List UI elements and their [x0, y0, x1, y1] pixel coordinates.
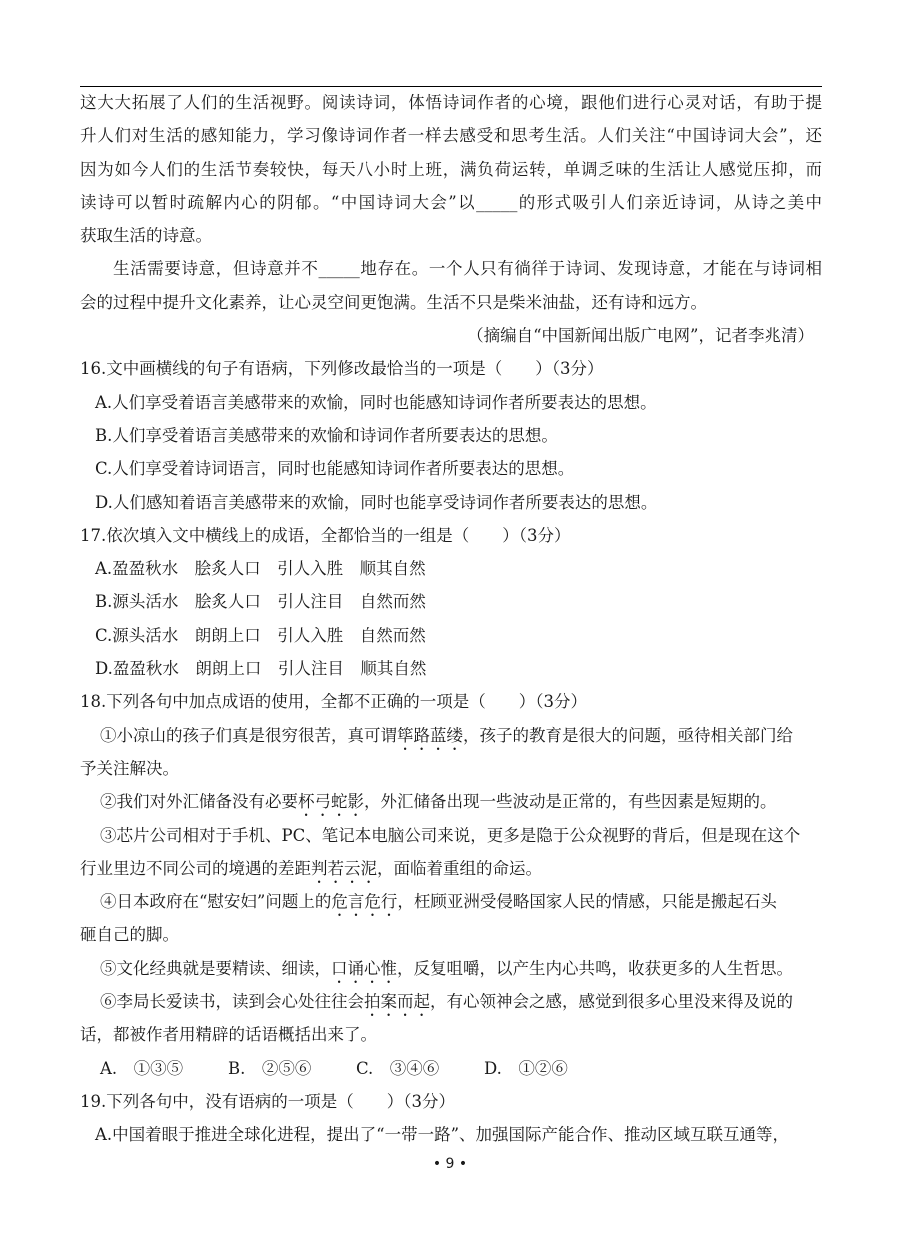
sentence-6: [80, 985, 822, 1018]
dotted-idiom: 判若云泥: [311, 858, 377, 878]
text: ⑥李局长爱读书，读到会心处往往会: [100, 992, 364, 1012]
text-line: 生活需要诗意，但诗意并不_____地存在。一个人只有徜徉于诗词、发现诗意，才能在与诗词相: [113, 259, 822, 279]
sentence-1-cont: 予关注解决。: [80, 758, 179, 778]
text: ④日本政府在“慰安妇”问题上的: [100, 892, 332, 912]
text: ，面临着重组的命运。: [377, 858, 542, 878]
source-citation: （摘编自“中国新闻出版广电网”，记者李兆清）: [467, 326, 814, 346]
option-a: A.人们享受着语言美感带来的欢愉，同时也能感知诗词作者所要表达的思想。: [95, 392, 657, 412]
text: ，外汇储备出现一些波动是正常的，有些因素是短期的。: [364, 792, 777, 812]
option-b: B.人们享受着语言美感带来的欢愉和诗词作者所要表达的思想。: [95, 425, 558, 445]
sentence-3: ③芯片公司相对于手机、PC、笔记本电脑公司来说，更多是隐于公众视野的背后，但是现在这个: [100, 825, 801, 845]
option-a: A.盈盈秋水 脍炙人口 引人入胜 顺其自然: [95, 559, 426, 579]
dotted-idiom: 口诵心惟: [331, 958, 397, 978]
option-d: D.盈盈秋水 朗朗上口 引人注目 顺其自然: [95, 659, 427, 679]
text: ，孩子的教育是很大的问题，亟待相关部门给: [463, 725, 793, 745]
question-stem: 18.下列各句中加点成语的使用，全都不正确的一项是（ ）（3分）: [80, 692, 587, 712]
question-17: [80, 519, 822, 685]
sentence-4: [80, 885, 822, 918]
text-line: 因为如今人们的生活节奏较快，每天八小时上班，满负荷运转，单调乏味的生活让人感觉压抑，而: [80, 159, 822, 179]
question-18: [80, 685, 822, 1085]
text-line: 升人们对生活的感知能力，学习像诗词作者一样去感受和思考生活。人们关注“中国诗词大会”，还: [80, 126, 822, 146]
answer-choices: [80, 1052, 822, 1085]
text-line: 获取生活的诗意。: [80, 226, 212, 246]
sentence-2: [80, 785, 822, 818]
sentence-3-cont: [80, 852, 822, 885]
page-number: • 9 •: [432, 1156, 468, 1172]
text-line: 读诗可以暂时疏解内心的阴郁。“中国诗词大会”以_____的形式吸引人们亲近诗词，从诗之美中: [80, 192, 822, 212]
choice-a: A. ①③⑤: [100, 1058, 184, 1078]
text: 行业里边不同公司的境遇的差距: [80, 858, 311, 878]
option-a: A.中国着眼于推进全球化进程，提出了“一带一路”、加强国际产能合作、推动区域互联互通等，: [95, 1125, 790, 1145]
question-16: [80, 352, 822, 518]
option-b: B.源头活水 脍炙人口 引人注目 自然而然: [95, 592, 426, 612]
option-c: C.源头活水 朗朗上口 引人入胜 自然而然: [95, 625, 426, 645]
text-line: 这大大拓展了人们的生活视野。阅读诗词，体悟诗词作者的心境，跟他们进行心灵对话，有助于提: [80, 93, 822, 112]
passage-paragraph-2: [80, 252, 822, 319]
page-body: [80, 86, 822, 1152]
question-19: [80, 1085, 822, 1152]
question-stem: 19.下列各句中，没有语病的一项是（ ）（3分）: [80, 1091, 455, 1111]
text: ②我们对外汇储备没有必要: [100, 792, 298, 812]
option-d: D.人们感知着语言美感带来的欢愉，同时也能享受诗词作者所要表达的思想。: [95, 492, 658, 512]
dotted-idiom: 筚路蓝缕: [397, 725, 463, 745]
text: ⑤文化经典就是要精读、细读，: [100, 958, 331, 978]
dotted-idiom: 拍案而起: [364, 992, 430, 1012]
text: ，枉顾亚洲受侵略国家人民的情感，只能是搬起石头: [397, 892, 777, 912]
choice-c: C. ③④⑥: [356, 1058, 440, 1078]
question-stem: 16.文中画横线的句子有语病，下列修改最恰当的一项是（ ）（3分）: [80, 359, 604, 379]
choice-d: D. ①②⑥: [484, 1058, 568, 1078]
question-stem: 17.依次填入文中横线上的成语，全都恰当的一组是（ ）（3分）: [80, 525, 571, 545]
dotted-idiom: 危言危行: [331, 892, 398, 912]
text: ①小凉山的孩子们真是很穷很苦，真可谓: [100, 725, 397, 745]
text: ，反复咀嚼，以产生内心共鸣，收获更多的人生哲思。: [397, 958, 793, 978]
option-c: C.人们享受着诗词语言，同时也能感知诗词作者所要表达的思想。: [95, 459, 575, 479]
choice-b: B. ②⑤⑥: [228, 1058, 312, 1078]
passage-paragraph-1: [80, 86, 822, 252]
dotted-idiom: 杯弓蛇影: [298, 792, 364, 812]
sentence-6-cont: 话，都被作者用精辟的话语概括出来了。: [80, 1025, 377, 1045]
text: ，有心领神会之感，感觉到很多心里没来得及说的: [430, 992, 793, 1012]
sentence-5: [80, 952, 822, 985]
text-line: 会的过程中提升文化素养，让心灵空间更饱满。生活不只是柴米油盐，还有诗和远方。: [80, 292, 707, 312]
sentence-1: [80, 719, 822, 752]
sentence-4-cont: 砸自己的脚。: [80, 925, 179, 945]
